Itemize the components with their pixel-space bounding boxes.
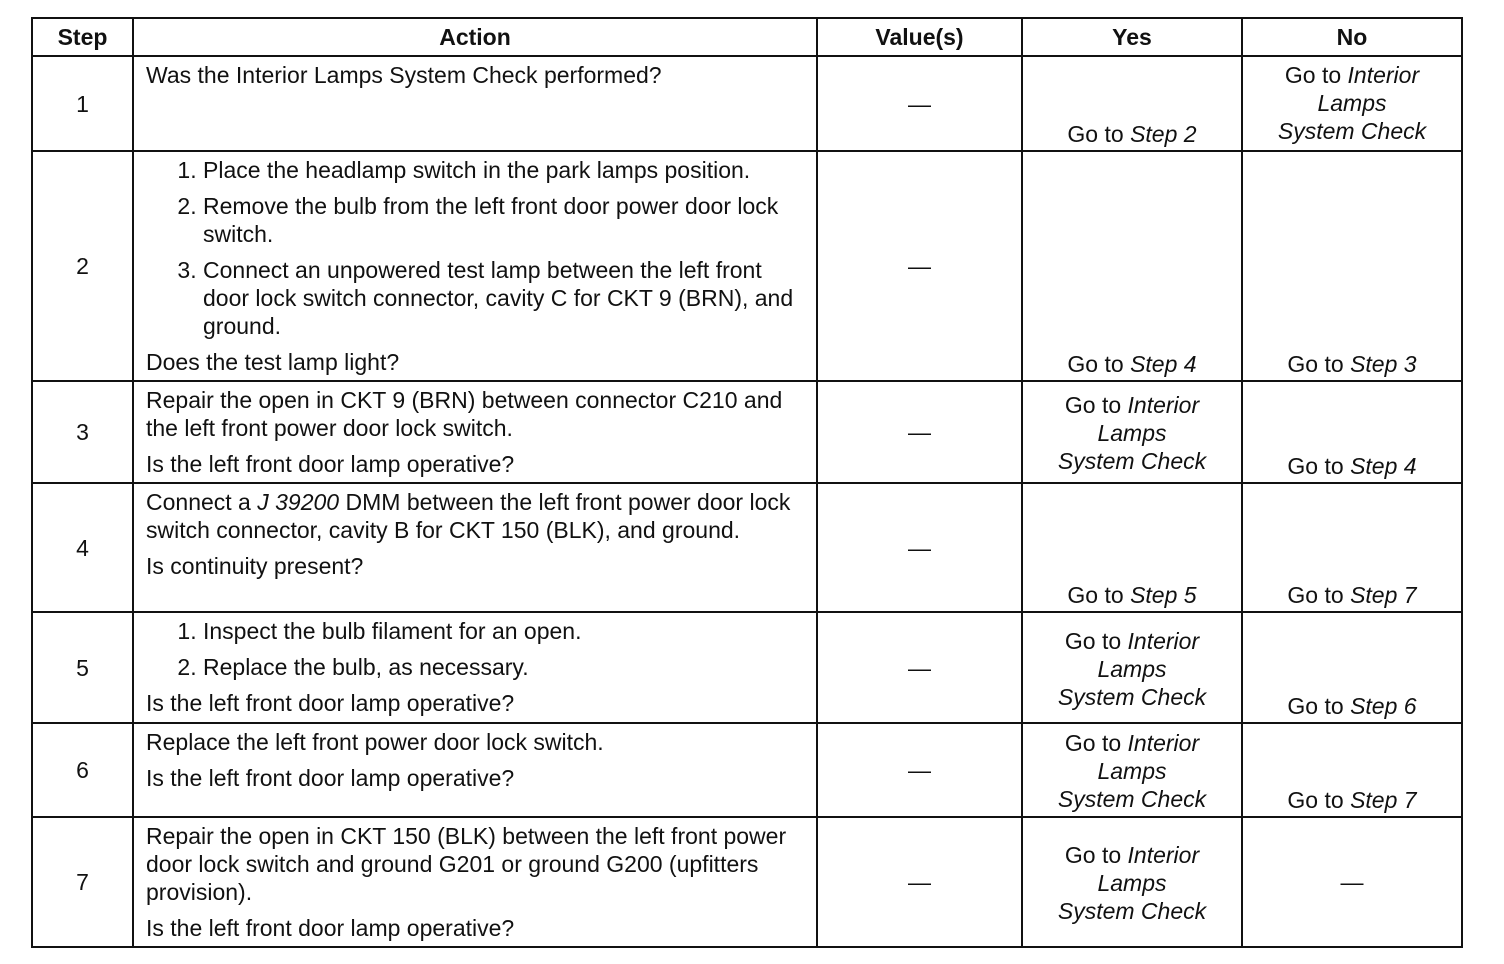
action-cell [133, 612, 817, 723]
yes-cell [1022, 483, 1242, 612]
table-row-step-4 [32, 483, 1462, 612]
action-cell [133, 381, 817, 483]
goto-prefix: Go to [1284, 62, 1342, 88]
table-row-step-5 [32, 612, 1462, 723]
action-question: Is continuity present? [146, 553, 364, 579]
table-row-step-3 [32, 381, 1462, 483]
no-cell [1242, 483, 1462, 612]
action-list-item: 1. Inspect the bulb filament for an open. [203, 617, 806, 645]
goto-target-line: Lamps [1097, 420, 1167, 446]
no-cell [1242, 612, 1462, 723]
value-cell: — [817, 381, 1022, 483]
goto-target-line: Lamps [1097, 758, 1167, 784]
action-cell [133, 817, 817, 947]
step-number: 2 [32, 151, 133, 381]
table-row-step-6 [32, 723, 1462, 817]
goto-line [1029, 391, 1235, 419]
action-text-suffix: DMM between the left front power door lock switch connector, cavity B for CKT 150 (BLK), and ground. [146, 489, 791, 543]
diagnostic-table [31, 17, 1463, 948]
goto-prefix: Go to [1064, 392, 1122, 418]
action-list [146, 156, 806, 340]
action-cell [133, 723, 817, 817]
value-cell: — [817, 723, 1022, 817]
action-text: Repair the open in CKT 9 (BRN) between connector C210 and the left front power door lock switch. [146, 387, 783, 441]
goto-prefix: Go to [1067, 121, 1124, 147]
table-row-step-1 [32, 56, 1462, 151]
action-text: Replace the left front power door lock switch. [146, 729, 604, 755]
goto-prefix: Go to [1067, 351, 1124, 377]
goto-prefix: Go to [1287, 693, 1344, 719]
value-cell: — [817, 817, 1022, 947]
step-number: 7 [32, 817, 133, 947]
action-list-item: 2. Remove the bulb from the left front door power door lock switch. [203, 192, 806, 248]
goto-prefix: Go to [1064, 627, 1122, 654]
yes-cell [1022, 151, 1242, 381]
goto-line [1029, 729, 1235, 757]
action-text: Was the Interior Lamps System Check performed? [146, 62, 662, 88]
action-cell [133, 151, 817, 381]
goto-prefix: Go to [1287, 787, 1344, 813]
step-number: 4 [32, 483, 133, 612]
goto-target: Interior [1347, 62, 1420, 88]
goto-line [1029, 841, 1235, 869]
value-cell: — [817, 56, 1022, 151]
action-list-item: 3. Connect an unpowered test lamp between the left front door lock switch connector, cavity C for CKT 9 (BRN), and ground. [203, 256, 806, 340]
action-question: Is the left front door lamp operative? [146, 915, 515, 941]
goto-line [1249, 61, 1455, 89]
goto-prefix: Go to [1287, 582, 1344, 608]
header-step: Step [32, 18, 133, 56]
action-question: Does the test lamp light? [146, 349, 400, 375]
goto-target: Step 7 [1350, 787, 1417, 813]
header-row [32, 18, 1462, 56]
no-cell [1242, 723, 1462, 817]
tool-reference: J 39200 [257, 489, 340, 515]
goto-prefix: Go to [1287, 453, 1344, 479]
goto-line [1029, 627, 1235, 655]
yes-cell [1022, 817, 1242, 947]
header-values: Value(s) [817, 18, 1022, 56]
value-cell: — [817, 151, 1022, 381]
goto-target-line: Lamps [1097, 655, 1167, 682]
header-yes: Yes [1022, 18, 1242, 56]
table-row-step-7 [32, 817, 1462, 947]
goto-target: Step 4 [1130, 351, 1197, 377]
goto-target: Interior [1127, 730, 1200, 756]
goto-target-line: System Check [1277, 118, 1427, 144]
goto-target: Step 5 [1130, 582, 1197, 608]
no-cell [1242, 56, 1462, 151]
table-row-step-2 [32, 151, 1462, 381]
action-question: Is the left front door lamp operative? [146, 765, 515, 791]
goto-target: Interior [1127, 627, 1200, 654]
goto-prefix: Go to [1064, 730, 1122, 756]
action-text-prefix: Connect a [146, 489, 251, 515]
action-cell [133, 483, 817, 612]
yes-cell [1022, 381, 1242, 483]
step-number: 6 [32, 723, 133, 817]
yes-cell [1022, 723, 1242, 817]
header-action: Action [133, 18, 817, 56]
goto-target-line: System Check [1057, 786, 1207, 812]
action-list-item: 1. Place the headlamp switch in the park lamps position. [203, 156, 806, 184]
goto-target: Step 6 [1350, 693, 1417, 719]
yes-cell [1022, 56, 1242, 151]
no-cell [1242, 151, 1462, 381]
goto-target-line: Lamps [1097, 870, 1167, 896]
action-text: Repair the open in CKT 150 (BLK) between the left front power door lock switch and ground G201 or ground G200 (upfitters provision). [146, 823, 787, 905]
no-cell: — [1242, 817, 1462, 947]
goto-target-line: Lamps [1317, 90, 1387, 116]
action-list [146, 617, 806, 681]
action-question: Is the left front door lamp operative? [146, 451, 515, 477]
step-number: 1 [32, 56, 133, 151]
goto-target: Step 4 [1350, 453, 1417, 479]
no-cell [1242, 381, 1462, 483]
value-cell: — [817, 483, 1022, 612]
step-number: 3 [32, 381, 133, 483]
header-no: No [1242, 18, 1462, 56]
goto-target: Step 2 [1130, 121, 1197, 147]
action-list-item: 2. Replace the bulb, as necessary. [203, 653, 806, 681]
action-cell [133, 56, 817, 151]
goto-target-line: System Check [1057, 448, 1207, 474]
goto-target-line: System Check [1057, 683, 1207, 710]
goto-target: Step 3 [1350, 351, 1417, 377]
yes-cell [1022, 612, 1242, 723]
action-question: Is the left front door lamp operative? [146, 690, 515, 716]
goto-target: Step 7 [1350, 582, 1417, 608]
goto-prefix: Go to [1064, 842, 1122, 868]
step-number: 5 [32, 612, 133, 723]
action-text [146, 488, 806, 544]
value-cell: — [817, 612, 1022, 723]
goto-prefix: Go to [1067, 582, 1124, 608]
goto-target: Interior [1127, 392, 1200, 418]
goto-target: Interior [1127, 842, 1200, 868]
goto-prefix: Go to [1287, 351, 1344, 377]
goto-target-line: System Check [1057, 898, 1207, 924]
